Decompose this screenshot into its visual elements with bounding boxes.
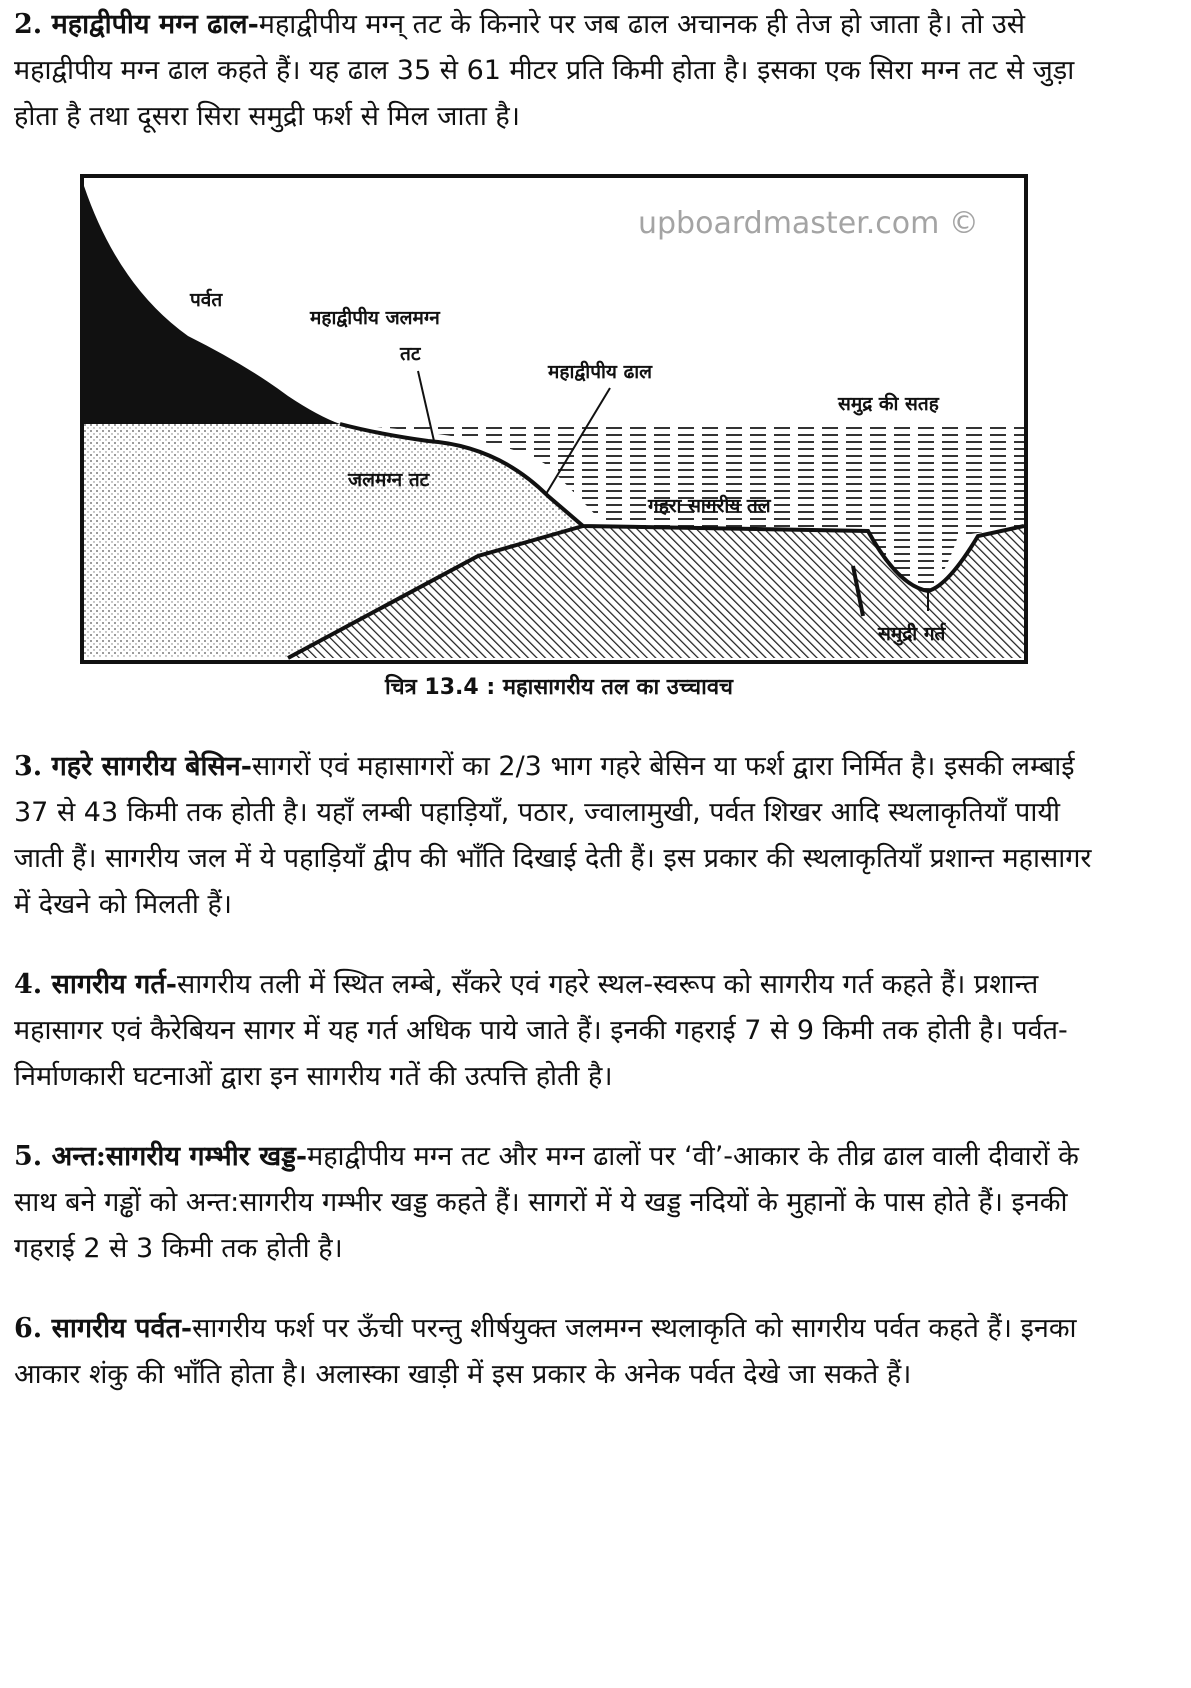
ocean-floor-relief-diagram xyxy=(78,166,1030,666)
figure-block xyxy=(14,166,1104,704)
section-deep-sea-basin xyxy=(14,744,1104,928)
label-continental-shelf-2: तट xyxy=(400,343,421,365)
label-continental-slope: महाद्वीपीय ढाल xyxy=(548,361,653,383)
section-body: सागरीय फर्श पर ऊँची परन्तु शीर्षयुक्त जलमग्न स्थलाकृति को सागरीय पर्वत कहते हैं। इनका आकार शंकु की भाँति होता है। अलास्का खाड़ी में इस प्रकार के अनेक पर्वत देखे जा सकते हैं। xyxy=(14,1313,1077,1390)
section-heading: 2. महाद्वीपीय मग्न ढाल- xyxy=(14,9,259,40)
section-submarine-canyon xyxy=(14,1134,1104,1272)
figure-caption: चित्र 13.4 : महासागरीय तल का उच्चावच xyxy=(384,675,734,700)
section-ocean-trench xyxy=(14,962,1104,1100)
section-body: सागरों एवं महासागरों का 2/3 भाग गहरे बेसिन या फर्श द्वारा निर्मित है। इसकी लम्बाई 37 से 43 किमी तक होती है। यहाँ लम्बी पहाड़ियाँ, पठार, ज्वालामुखी, पर्वत शिखर आदि स्थलाकृतियाँ पायी जाती हैं। सागरीय जल में ये पहाड़ियाँ द्वीप की भाँति दिखाई देती हैं। इस प्रकार की स्थलाकृतियाँ प्रशान्त महासागर में देखने को मिलती हैं। xyxy=(14,751,1092,920)
label-continental-shelf: महाद्वीपीय जलमग्न xyxy=(310,307,440,329)
section-heading: 3. गहरे सागरीय बेसिन- xyxy=(14,751,252,782)
section-heading: 4. सागरीय गर्त- xyxy=(14,969,177,1000)
label-mountain: पर्वत xyxy=(190,289,223,311)
section-heading: 6. सागरीय पर्वत- xyxy=(14,1313,193,1344)
section-body: महाद्वीपीय मग्न् तट के किनारे पर जब ढाल अचानक ही तेज हो जाता है। तो उसे महाद्वीपीय मग्न ढाल कहते हैं। यह ढाल 35 से 61 मीटर प्रति किमी होता है। इसका एक सिरा मग्न तट से जुड़ा होता है तथा दूसरा सिरा समुद्री फर्श से मिल जाता है। xyxy=(14,9,1075,132)
watermark: upboardmaster.com © xyxy=(638,206,979,241)
label-deep-sea-floor: गहरा सागरीय तल xyxy=(648,495,771,517)
label-sea-surface: समुद्र की सतह xyxy=(838,393,939,415)
section-body: सागरीय तली में स्थित लम्बे, सँकरे एवं गहरे स्थल-स्वरूप को सागरीय गर्त कहते हैं। प्रशान्त महासागर एवं कैरेबियन सागर में यह गर्त अधिक पाये जाते हैं। इनकी गहराई 7 से 9 किमी तक होती है। पर्वत-निर्माणकारी घटनाओं द्वारा इन सागरीय गतें की उत्पत्ति होती है। xyxy=(14,969,1068,1092)
section-body: महाद्वीपीय मग्न तट और मग्न ढालों पर ‘वी’-आकार के तीव्र ढाल वाली दीवारों के साथ बने गड्ढों को अन्त:सागरीय गम्भीर खड्ड कहते हैं। सागरों में ये खड्ड नदियों के मुहानों के पास होते हैं। इनकी गहराई 2 से 3 किमी तक होती है। xyxy=(14,1141,1079,1264)
section-continental-slope xyxy=(14,2,1104,140)
label-ocean-trench: समुद्री गर्त xyxy=(878,623,946,645)
label-submerged-shore: जलमग्न तट xyxy=(348,469,430,491)
section-heading: 5. अन्त:सागरीय गम्भीर खड्ड- xyxy=(14,1141,308,1172)
section-seamount xyxy=(14,1306,1104,1398)
